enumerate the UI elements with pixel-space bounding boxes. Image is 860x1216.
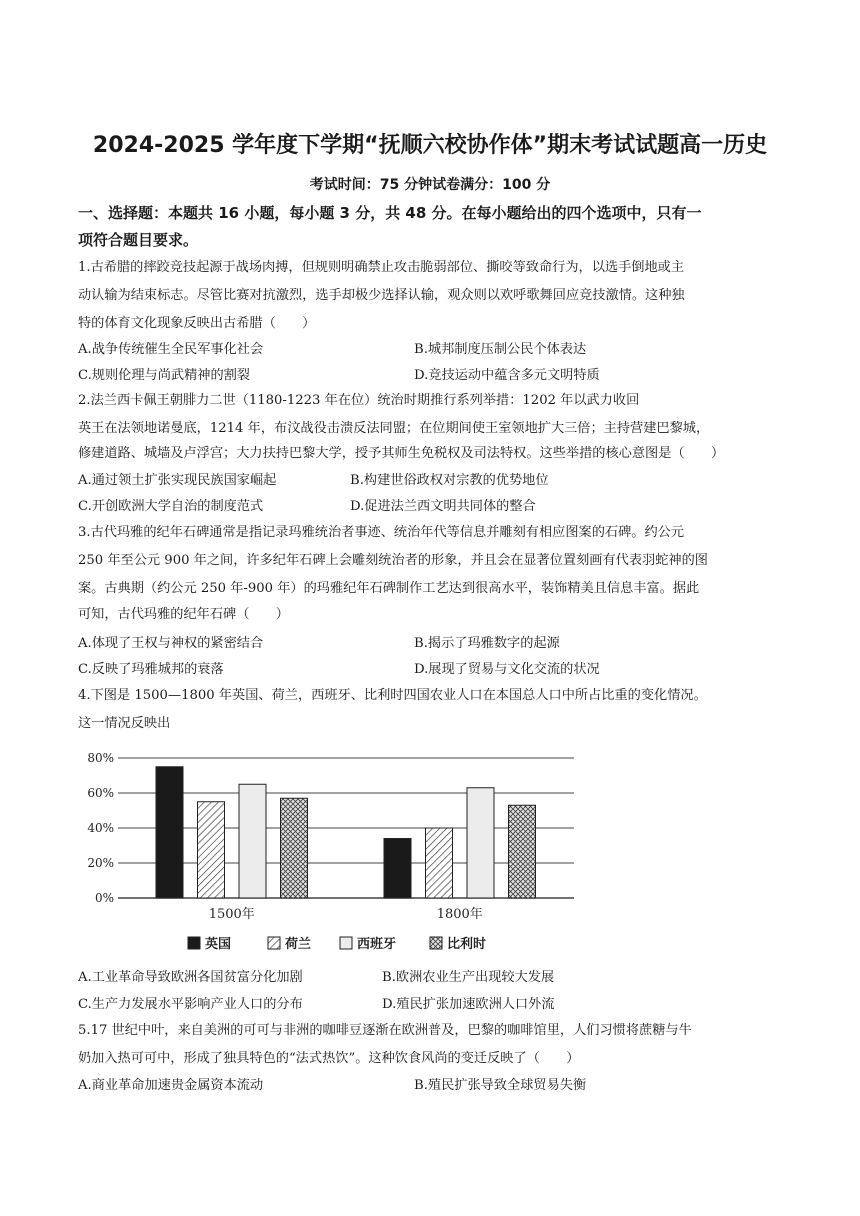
- question-3-line-3: 案。古典期（约公元 250 年-900 年）的玛雅纪年石碑制作工艺达到很高水平，装饰精美且信息丰富。据此: [78, 581, 700, 596]
- question-4-line-1: 4.下图是 1500—1800 年英国、荷兰，西班牙、比利时四国农业人口在本国总人口中所占比重的变化情况。: [78, 688, 707, 703]
- question-1-option-b: B.城邦制度压制公民个体表达: [414, 342, 587, 357]
- question-3-line-1: 3.古代玛雅的纪年石碑通常是指记录玛雅统治者事迹、统治年代等信息并雕刻有相应图案的石碑。约公元: [78, 525, 685, 540]
- agricultural-population-bar-chart: [78, 744, 598, 960]
- y-tick-label: 80%: [87, 751, 114, 765]
- section-heading-line-1: 一、选择题：本题共 16 小题，每小题 3 分，共 48 分。在每小题给出的四个选项中，只有一: [78, 204, 702, 222]
- question-1-line-3: 特的体育文化现象反映出古希腊（ ）: [78, 316, 316, 331]
- legend-label-荷兰: 荷兰: [285, 937, 312, 952]
- question-3-option-a: A.体现了王权与神权的紧密结合: [78, 636, 264, 651]
- question-3-option-c: C.反映了玛雅城邦的衰落: [78, 662, 224, 677]
- exam-title: 2024-2025 学年度下学期“抚顺六校协作体”期末考试试题高一历史: [92, 133, 768, 158]
- question-3-option-b: B.揭示了玛雅数字的起源: [414, 636, 560, 651]
- x-category-label: 1500年: [208, 907, 255, 922]
- legend-swatch-比利时: [430, 937, 442, 949]
- section-heading-line-2: 项符合题目要求。: [78, 231, 199, 249]
- question-2-option-d: D.促进法兰西文明共同体的整合: [350, 499, 536, 514]
- question-3-line-2: 250 年至公元 900 年之间，许多纪年石碑上会雕刻统治者的形象，并且会在显著位置刻画有代表羽蛇神的图: [78, 553, 708, 568]
- y-tick-label: 0%: [94, 891, 114, 905]
- question-4-option-b: B.欧洲农业生产出现较大发展: [382, 970, 555, 985]
- bar-1800年-荷兰: [426, 828, 453, 898]
- bar-1800年-比利时: [509, 805, 536, 898]
- exam-subtitle: 考试时间：75 分钟试卷满分：100 分: [309, 177, 551, 193]
- question-3-option-d: D.展现了贸易与文化交流的状况: [414, 662, 600, 677]
- question-5-line-1: 5.17 世纪中叶，来自美洲的可可与非洲的咖啡豆逐渐在欧洲普及，巴黎的咖啡馆里，人们习惯将蔗糖与牛: [78, 1023, 692, 1038]
- bar-1500年-荷兰: [198, 802, 225, 898]
- bar-1500年-西班牙: [239, 784, 266, 898]
- question-2-line-2: 英王在法领地诺曼底，1214 年，布汶战役击溃反法同盟；在位期间使王室领地扩大三倍；主持营建巴黎城，: [78, 421, 710, 436]
- bar-1800年-英国: [384, 839, 411, 899]
- y-tick-label: 20%: [87, 856, 114, 870]
- bar-1800年-西班牙: [467, 788, 494, 898]
- question-1-line-1: 1.古希腊的摔跤竞技起源于战场肉搏，但规则明确禁止攻击脆弱部位、撕咬等致命行为，以选手倒地或主: [78, 260, 685, 275]
- question-4-option-c: C.生产力发展水平影响产业人口的分布: [78, 997, 303, 1012]
- question-1-option-c: C.规则伦理与尚武精神的割裂: [78, 368, 251, 383]
- legend-swatch-英国: [188, 937, 200, 949]
- question-2-option-b: B.构建世俗政权对宗教的优势地位: [350, 473, 549, 488]
- question-2-option-a: A.通过领土扩张实现民族国家崛起: [78, 473, 277, 488]
- question-1-option-a: A.战争传统催生全民军事化社会: [78, 342, 264, 357]
- question-1-line-2: 动认输为结束标志。尽管比赛对抗激烈，选手却极少选择认输，观众则以欢呼歌舞回应竞技激情。这种独: [78, 288, 685, 303]
- y-tick-label: 60%: [87, 786, 114, 800]
- question-4-line-2: 这一情况反映出: [78, 716, 171, 731]
- question-2-line-1: 2.法兰西卡佩王朝腓力二世（1180-1223 年在位）统治时期推行系列举措：1202 年以武力收回: [78, 393, 640, 408]
- question-5-option-a: A.商业革命加速贵金属资本流动: [78, 1078, 264, 1093]
- question-1-option-d: D.竞技运动中蕴含多元文明特质: [414, 368, 600, 383]
- question-4-option-a: A.工业革命导致欧洲各国贫富分化加剧: [78, 970, 303, 985]
- question-3-line-4: 可知，古代玛雅的纪年石碑（ ）: [78, 607, 289, 622]
- question-4-option-d: D.殖民扩张加速欧洲人口外流: [382, 997, 555, 1012]
- y-tick-label: 40%: [87, 821, 114, 835]
- question-2-option-c: C.开创欧洲大学自治的制度范式: [78, 499, 264, 514]
- question-5-line-2: 奶加入热可可中，形成了独具特色的“法式热饮”。这种饮食风尚的变迁反映了（ ）: [78, 1051, 580, 1066]
- legend-swatch-西班牙: [340, 937, 352, 949]
- section-heading: [78, 200, 790, 254]
- legend-label-西班牙: 西班牙: [357, 937, 397, 952]
- x-category-label: 1800年: [436, 907, 483, 922]
- question-5-option-b: B.殖民扩张导致全球贸易失衡: [414, 1078, 587, 1093]
- legend-swatch-荷兰: [268, 937, 280, 949]
- legend-label-比利时: 比利时: [447, 937, 487, 952]
- bar-1500年-比利时: [281, 798, 308, 898]
- question-2-line-3: 修建道路、城墙及卢浮宫；大力扶持巴黎大学，授予其师生免税权及司法特权。这些举措的核心意图是（ ）: [78, 446, 725, 461]
- legend-label-英国: 英国: [205, 937, 232, 952]
- bar-1500年-英国: [156, 767, 183, 898]
